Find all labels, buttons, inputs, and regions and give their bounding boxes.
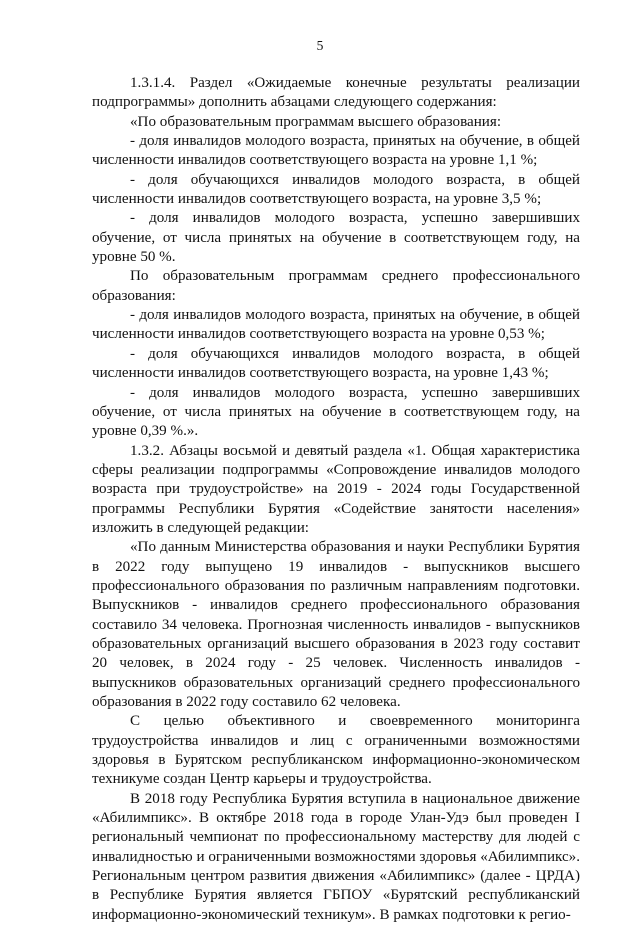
paragraph-higher-education-heading: «По образовательным программам высшего образования: [130, 113, 502, 130]
document-body [92, 74, 580, 925]
bullet-higher-students: - доля обучающихся инвалидов молодого возраста, в общей численности инвалидов соответствующего возраста, на уровне 3,5 %; [92, 171, 580, 208]
paragraph-ministry-data: «По данным Министерства образования и науки Республики Бурятия в 2022 году выпущено 19 инвалидов - выпускников высшего профессионального образования по различным направлениям подготовки. Выпускников - инвалидов среднего профессионального образования составило 34 человека. Прогнозная численность инвалидов - выпускников образовательных организаций высшего образования в 2023 году составит 20 человек, в 2024 году - 25 человек. Численность инвалидов - выпускников образовательных организаций среднего профессионального образования в 2022 году составило 62 человека. [92, 539, 580, 710]
bullet-higher-graduated: - доля инвалидов молодого возраста, успешно завершивших обучение, от числа принятых на обучение в соответствующем году, на уровне 50 %. [92, 210, 580, 266]
bullet-secondary-graduated: - доля инвалидов молодого возраста, успешно завершивших обучение, от числа принятых на обучение в соответствующем году, на уровне 0,39 %.». [92, 384, 580, 440]
bullet-secondary-students: - доля обучающихся инвалидов молодого возраста, в общей численности инвалидов соответствующего возраста, на уровне 1,43 %; [92, 345, 580, 382]
paragraph-secondary-education-heading: По образовательным программам среднего профессионального образования: [92, 268, 580, 304]
paragraph-section-1-3-2: 1.3.2. Абзацы восьмой и девятый раздела «1. Общая характеристика сферы реализации подпрограммы «Сопровождение инвалидов молодого возраста при трудоустройстве» на 2019 - 2024 годы Государственной программы Республики Бурятия «Содействие занятости населения» изложить в следующей редакции: [92, 442, 580, 536]
page-number: 5 [316, 38, 324, 53]
bullet-higher-admitted: - доля инвалидов молодого возраста, принятых на обучение, в общей численности инвалидов соответствующего возраста на уровне 1,1 %; [92, 133, 580, 169]
paragraph-section-1-3-1-4: 1.3.1.4. Раздел «Ожидаемые конечные результаты реализации подпрограммы» дополнить абзацами следующего содержания: [92, 75, 580, 111]
paragraph-abilympics: В 2018 году Республика Бурятия вступила в национальное движение «Абилимпикс». В октябре 2018 года в городе Улан-Удэ был проведен I региональный чемпионат по профессиональному мастерству для людей с инвалидностью и ограниченными возможностями здоровья «Абилимпикс». Региональным центром развития движения «Абилимпикс» (далее - ЦРДА) в Республике Бурятия является ГБПОУ «Бурятский республиканский информационно-экономический техникум». В рамках подготовки к регио- [92, 790, 580, 923]
bullet-secondary-admitted: - доля инвалидов молодого возраста, принятых на обучение, в общей численности инвалидов соответствующего возраста на уровне 0,53 %; [92, 307, 580, 343]
paragraph-career-center: С целью объективного и своевременного мониторинга трудоустройства инвалидов и лиц с ограниченными возможностями здоровья в Бурятском республиканском информационно-экономическом техникуме создан Центр карьеры и трудоустройства. [92, 713, 580, 788]
